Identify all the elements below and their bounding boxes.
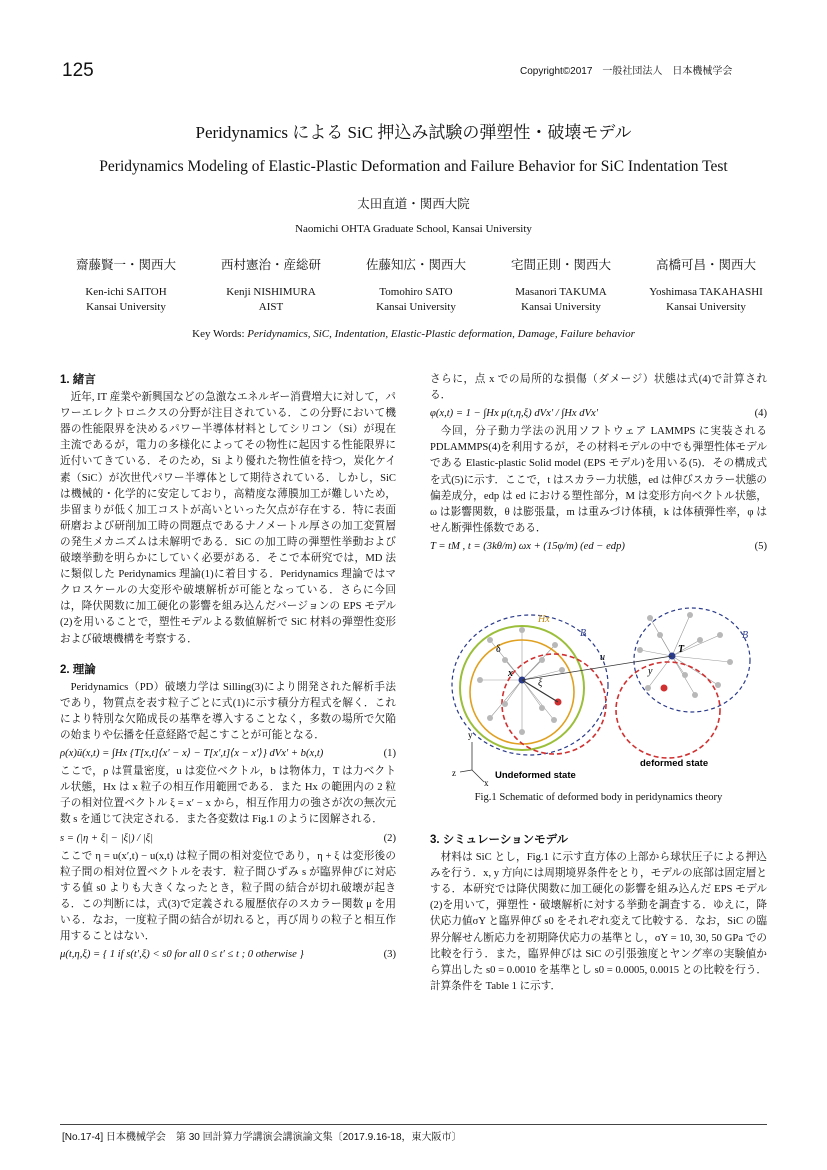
- copyright-notice: Copyright©2017 一般社団法人 日本機械学会: [520, 66, 733, 77]
- equation-3: [60, 947, 396, 963]
- label-horizon: Hx: [538, 614, 550, 625]
- main-author-en: Naomichi OHTA Graduate School, Kansai University: [295, 223, 532, 235]
- label-deformed-state: deformed state: [640, 758, 709, 769]
- label-undeformed-state: Undeformed state: [495, 770, 576, 781]
- theory-paragraph-2: ここで，ρ は質量密度，u は変位ベクトル，b は物体力，T は力ベクトル状態，Hx は x 粒子の相互作用範囲である．また Hx の範囲内の 2 粒子の相対位置ベクトル ξ = x′ − x から，相互作用力の強さが次の無次元数 s を通じて決定される．また各変数は Fig.1 のように図解される．: [60, 766, 396, 826]
- simulation-paragraph: 材料は SiC とし，Fig.1 に示す直方体の上部から球状圧子による押込みを行う．x, y 方向には周期境界条件をとり，モデルの底部は固定層とする．本研究では降伏関数に加工硬化の影響を組み込んだ EPS モデル(2)を用いて，弾塑性・破壊解析に対する挙動を調査する．ゆえに，降伏応力値σY と臨界伸び s0 をそれぞれ変えて比較する．なお，SiC の臨界分解せん断応力を初期降伏応力の基準とし，σY = 10, 30, 50 GPa での比較を行う．また，臨界伸びは SiC の引張強度とヤング率の実験値から算出した s0 = 0.0010 を基準とし s0 = 0.0005, 0.0015 との比較を行う．計算条件を Table 1 に示す．: [430, 852, 767, 992]
- body-ellipse-blue-right: [634, 608, 750, 712]
- coauthor-en-affil: Kansai University: [521, 301, 601, 313]
- equation-5-number: (5): [754, 540, 767, 552]
- neighbor-particle: [477, 677, 483, 683]
- neighbor-particle: [487, 715, 493, 721]
- label-delta: δ: [496, 644, 501, 655]
- equation-3-number: (3): [383, 949, 396, 961]
- equation-5-body: T = tM , t = (3kθ/m) ωx + (15φ/m) (ed − edp): [430, 540, 625, 552]
- main-author-jp: 太田直道・関西大院: [357, 197, 470, 211]
- title-japanese: Peridynamics による SiC 押込み試験の弾塑性・破壊モデル: [195, 123, 632, 142]
- theory-paragraph-1: Peridynamics（PD）破壊力学は Silling(3)により開発された解析手法であり，物質点を表す粒子ごとに式(1)に示す積分方程式を解く．これにより特別な欠陥成長の基準を導入することなく，多数の場所で欠陥の始まりや伝播を任意経路で起こすことが可能となる．: [60, 681, 396, 741]
- coauthor-en-name: Ken-ichi SAITOH: [85, 286, 167, 298]
- footer-divider: [60, 1124, 767, 1125]
- body-ellipse-red-right: [616, 662, 720, 758]
- particle-x-prime-deformed: [661, 685, 668, 692]
- neighbor-particle: [657, 632, 663, 638]
- bond-line: [672, 656, 730, 662]
- neighbor-particle: [502, 701, 508, 707]
- coordinate-axis-z: [460, 770, 472, 772]
- coauthor-en-affil: Kansai University: [666, 301, 746, 313]
- coauthor-jp: 西村憲治・産総研: [220, 258, 321, 272]
- label-u: u: [600, 652, 605, 663]
- coauthor: [491, 255, 631, 315]
- coauthor-jp: 宅間正則・関西大: [510, 258, 611, 272]
- coauthor-en-affil: AIST: [258, 301, 284, 313]
- neighbor-particle: [647, 615, 653, 621]
- label-axis-y: y: [468, 730, 473, 740]
- coauthor-en-affil: Kansai University: [86, 301, 166, 313]
- neighbor-particle: [487, 637, 493, 643]
- right-column-top: [430, 372, 767, 557]
- neighbor-particle: [519, 627, 525, 633]
- equation-1: [60, 746, 396, 762]
- equation-4-number: (4): [754, 408, 767, 420]
- theory-paragraph-3: ここで η = u(x′,t) − u(x,t) は粒子間の相対変位であり，η + ξ は変形後の粒子間の相対位置ベクトルを表す．粒子間ひずみ s が臨界伸びに対応する値 s0 よりも大きくなったとき，粒子間の結合が切れ破壊が起きる．この判断には，式(3)で定義される履歴依存のスカラー関数 μ を用いる．なお，一度粒子間の結合が切れると，再び周りの粒子と相互作用することはない．: [60, 850, 396, 943]
- neighbor-particle: [637, 647, 643, 653]
- neighbor-particle: [687, 612, 693, 618]
- coauthor-en-name: Yoshimasa TAKAHASHI: [649, 286, 763, 298]
- keywords-label: Key Words:: [192, 328, 245, 340]
- neighbor-particle: [539, 705, 545, 711]
- keywords: [0, 328, 827, 340]
- bond-line: [640, 650, 672, 656]
- coauthor-jp: 高橋可昌・関西大: [655, 258, 756, 272]
- coauthor: [201, 255, 341, 315]
- label-body-left: B: [580, 628, 587, 639]
- coauthor: [56, 255, 196, 315]
- equation-2-number: (2): [383, 832, 396, 844]
- equation-4: [430, 406, 767, 422]
- left-column: [60, 372, 396, 965]
- label-body-right: B: [742, 630, 749, 641]
- right-column-bottom: [430, 832, 767, 995]
- equation-1-body: ρ(x)ü(x,t) = ∫Hx {T[x,t]⟨x′ − x⟩ − T[x′,t]⟨x − x′⟩} dVx′ + b(x,t): [60, 748, 324, 760]
- label-axis-x: x: [484, 778, 489, 788]
- equation-3-body: μ(t,η,ξ) = { 1 if s(t′,ξ) < s0 for all 0 ≤ t′ ≤ t ; 0 otherwise }: [60, 949, 304, 961]
- neighbor-particle: [551, 717, 557, 723]
- neighbor-particle: [697, 637, 703, 643]
- bond-line: [660, 635, 672, 656]
- coauthor: [636, 255, 776, 315]
- bond-line: [505, 680, 522, 704]
- neighbor-particle: [502, 657, 508, 663]
- neighbor-particle: [727, 659, 733, 665]
- section-heading-theory: 2. 理論: [60, 663, 96, 676]
- title-english: Peridynamics Modeling of Elastic-Plastic Deformation and Failure Behavior for SiC Indentation Test: [99, 158, 728, 175]
- coordinate-axis-x: [472, 770, 484, 782]
- neighbor-particle: [539, 657, 545, 663]
- keywords-text: Peridynamics, SiC, Indentation, Elastic-Plastic deformation, Damage, Failure behavior: [247, 328, 635, 340]
- neighbor-particle: [519, 729, 525, 735]
- neighbor-particle: [645, 685, 651, 691]
- eps-paragraph: 今回，分子動力学法の汎用ソフトウェア LAMMPS に実装される PDLAMMPS(4)を利用するが，その材料モデルの中でも弾塑性体モデルである Elastic-plastic Solid model (EPS モデル)を用いる(5)．その構成式を式(5)に示す．ここで，t はスカラー力状態，ed は伸びスカラー状態の偏差成分，edp は ed における塑性部分，M は変形方向ベクトル状態，ω は影響関数，θ は膨張量，m は重みづけ体積，k は体積弾性率，φ はせん断弾性係数である．: [430, 426, 767, 534]
- neighbor-particle: [552, 642, 558, 648]
- coauthor-en-name: Masanori TAKUMA: [515, 286, 607, 298]
- equation-4-body: φ(x,t) = 1 − ∫Hx μ(t,η,ξ) dVx′ / ∫Hx dVx′: [430, 408, 599, 420]
- neighbor-particle: [717, 632, 723, 638]
- equation-1-number: (1): [383, 748, 396, 760]
- equation-2: [60, 831, 396, 847]
- equation-2-body: s = (|η + ξ| − |ξ|) / |ξ|: [60, 832, 154, 844]
- coauthor: [346, 255, 486, 315]
- coauthor-list: [56, 255, 776, 315]
- label-axis-z: z: [452, 768, 456, 778]
- coauthor-en-affil: Kansai University: [376, 301, 456, 313]
- label-xi: ξ: [538, 678, 543, 689]
- neighbor-particle: [715, 682, 721, 688]
- label-T: T: [678, 644, 685, 655]
- figure-peridynamics-schematic: [450, 600, 760, 790]
- section-heading-intro: 1. 緒言: [60, 374, 96, 386]
- label-y-fig: y: [648, 666, 653, 677]
- equation-5: [430, 539, 767, 555]
- section-heading-simulation: 3. シミュレーションモデル: [430, 834, 569, 846]
- bond-line: [672, 640, 700, 656]
- footer-citation: [No.17-4] 日本機械学会 第 30 回計算力学講演会講演論文集〔2017.9.16-18，東大阪市〕: [62, 1132, 462, 1143]
- coauthor-en-name: Kenji NISHIMURA: [226, 286, 316, 298]
- coauthor-jp: 齋藤賢一・関西大: [75, 258, 176, 272]
- neighbor-particle: [692, 692, 698, 698]
- label-x: x: [508, 668, 513, 679]
- page-number: 125: [62, 60, 94, 81]
- coauthor-en-name: Tomohiro SATO: [379, 286, 453, 298]
- damage-paragraph: さらに，点 x での局所的な損傷（ダメージ）状態は式(4)で計算される．: [430, 374, 767, 402]
- neighbor-particle: [682, 672, 688, 678]
- neighbor-particle: [559, 667, 565, 673]
- intro-paragraph: 近年, IT 産業や新興国などの急激なエネルギー消費増大に対して，パワーエレクトロニクスの分野が注目されている．この分野において機器の性能限界を決めるパワー半導体材料としてシリコン（Si）が現在主流であるが，電力の多様化によってその物性に起因する性能限界に近付いてきている．そのため，Si より優れた物性値を持つ，炭化ケイ素（SiC）が次世代パワー半導体として期待されている．しかし，SiC は機械的・化学的に安定しており，高精度な薄膜加工が難しいため，歩留まりが低く加工コストが高いといった欠点が存在する．特に表面研磨および研削加工時の問題点であるナノメートル厚さの加工変質層の発生メカニズムは未解明である．SiC の加工時の弾塑性挙動および破壊挙動を明らかにしていく必要がある．そこで本研究では，MD 法に類似した Peridynamics 理論(1)に着目する．Peridynamics 理論ではマクロスケールの大変形や破壊解析が可能となっている．さらに今回は，降伏関数に加工硬化の影響を組み込んだバージョンの EPS モデル(2)を用いることで，塑性モデルよる数値解析で SiC 材料の弾塑性変形および破壊機構を考察する．: [60, 392, 396, 645]
- bond-line: [672, 656, 718, 685]
- coauthor-jp: 佐藤知広・関西大: [365, 258, 466, 272]
- figure-caption: Fig.1 Schematic of deformed body in peridynamics theory: [474, 792, 723, 803]
